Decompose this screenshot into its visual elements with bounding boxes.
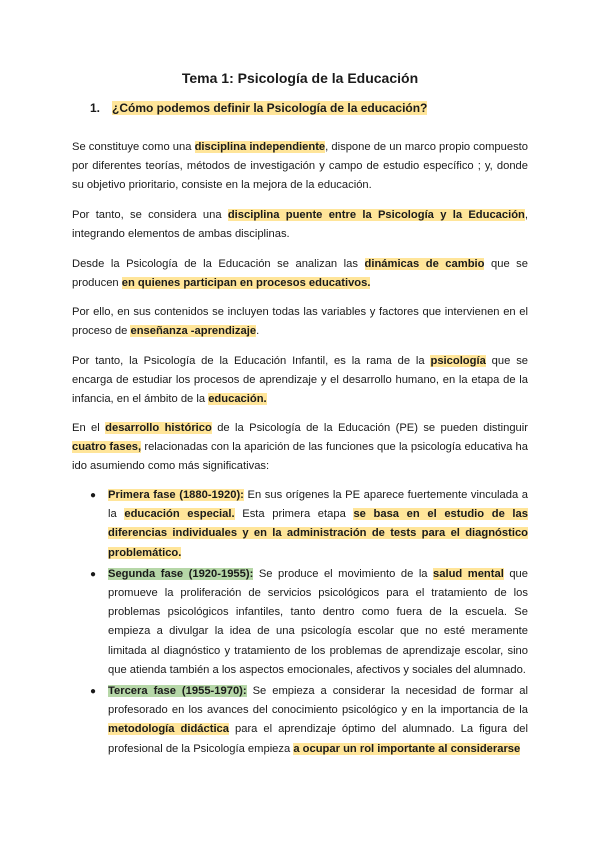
highlight: disciplina puente entre la Psicología y la Educación [227,209,525,221]
text-span: , integrando elementos de ambas disciplinas. [72,209,529,241]
highlight: cuatro fases, [72,441,142,454]
highlight: desarrollo histórico [105,422,212,434]
list-item [90,682,528,759]
paragraph-6 [72,419,528,477]
question-text: ¿Cómo podemos definir la Psicología de la educación? [112,101,428,115]
highlight: en quienes participan en procesos educativos. [121,277,371,290]
text-span: . [256,325,260,338]
question-heading [90,101,427,115]
text-span: Por tanto, se considera una [72,209,228,221]
highlight: metodología didáctica [108,723,229,736]
highlight: salud mental [433,567,504,580]
text-span: En el [72,422,106,434]
text-span: que se producen [72,258,528,290]
phase-label: Tercera fase (1955-1970): [108,685,247,698]
page-title: Tema 1: Psicología de la Educación [181,70,419,86]
paragraph-2 [72,206,528,244]
list-item [90,565,528,680]
phase-label: Primera fase (1880-1920): [108,489,244,501]
paragraph-5 [72,352,528,410]
phase-label: Segunda fase (1920-1955): [108,567,254,580]
paragraph-3 [72,255,528,293]
paragraph-1 [72,138,528,196]
text-span: Por tanto, la Psicología de la Educación Infantil, es la rama de la [72,355,431,367]
highlight: dinámicas de cambio [364,258,485,270]
text-span: Se produce el movimiento de la [253,567,434,580]
highlight: educación. [208,393,267,406]
list-item [90,486,528,563]
bullet-icon: ● [90,490,97,501]
phases-list [90,486,528,761]
text-span: Desde la Psicología de la Educación se analizan las [72,258,365,270]
text-span: relacionadas con la aparición de las funciones que la psicología educativa ha ido asumiendo como más significativas: [72,441,528,473]
paragraph-4 [72,303,528,341]
text-span: Se empieza a considerar la necesidad de formar al profesorado en los avances del conocimiento psicológico y en la importancia de la [108,685,528,717]
highlight: disciplina independiente [194,141,326,153]
bullet-icon: ● [90,686,97,698]
highlight: educación especial. [124,508,235,521]
highlight: a ocupar un rol importante al considerarse [293,742,521,755]
question-number: 1. [90,101,101,115]
text-span: En sus orígenes la PE aparece fuertemente vinculada a la [108,489,528,521]
text-span: , dispone de un marco propio compuesto por diferentes teorías, métodos de investigación y campo de estudio específico ; y, donde su objetivo prioritario, consiste en la mejora de la educación. [72,141,528,192]
text-span: Se constituye como una [72,141,195,153]
highlight: se basa en el estudio de las diferencias individuales y en la administración de tests para el diagnóstico problemático. [108,508,528,559]
text-span: Esta primera etapa [234,508,354,521]
text-span: para el aprendizaje óptimo del alumnado. La figura del profesional de la Psicología empieza [108,723,529,755]
highlight: psicología [430,355,486,367]
highlight: enseñanza -aprendizaje [130,325,257,338]
bullet-icon: ● [90,568,97,580]
text-span: Por ello, en sus contenidos se incluyen todas las variables y factores que intervienen en el proceso de [72,306,528,338]
text-span: de la Psicología de la Educación (PE) se pueden distinguir [211,422,528,434]
text-span: que promueve la proliferación de servicios psicológicos para el tratamiento de los problemas psicológicos infantiles, tanto dentro como fuera de la escuela. Se empieza a divulgar la idea de una psicología escolar que no esté meramente limitada al diagnóstico y tratamiento de los problemas de aprendizaje escolar, sino que atienda también a los aspectos emocionales, afectivos y sociales del alumnado. [108,567,528,676]
text-span: que se encarga de estudiar los procesos de aprendizaje y el desarrollo humano, en la etapa de la infancia, en el ámbito de la [72,355,529,406]
